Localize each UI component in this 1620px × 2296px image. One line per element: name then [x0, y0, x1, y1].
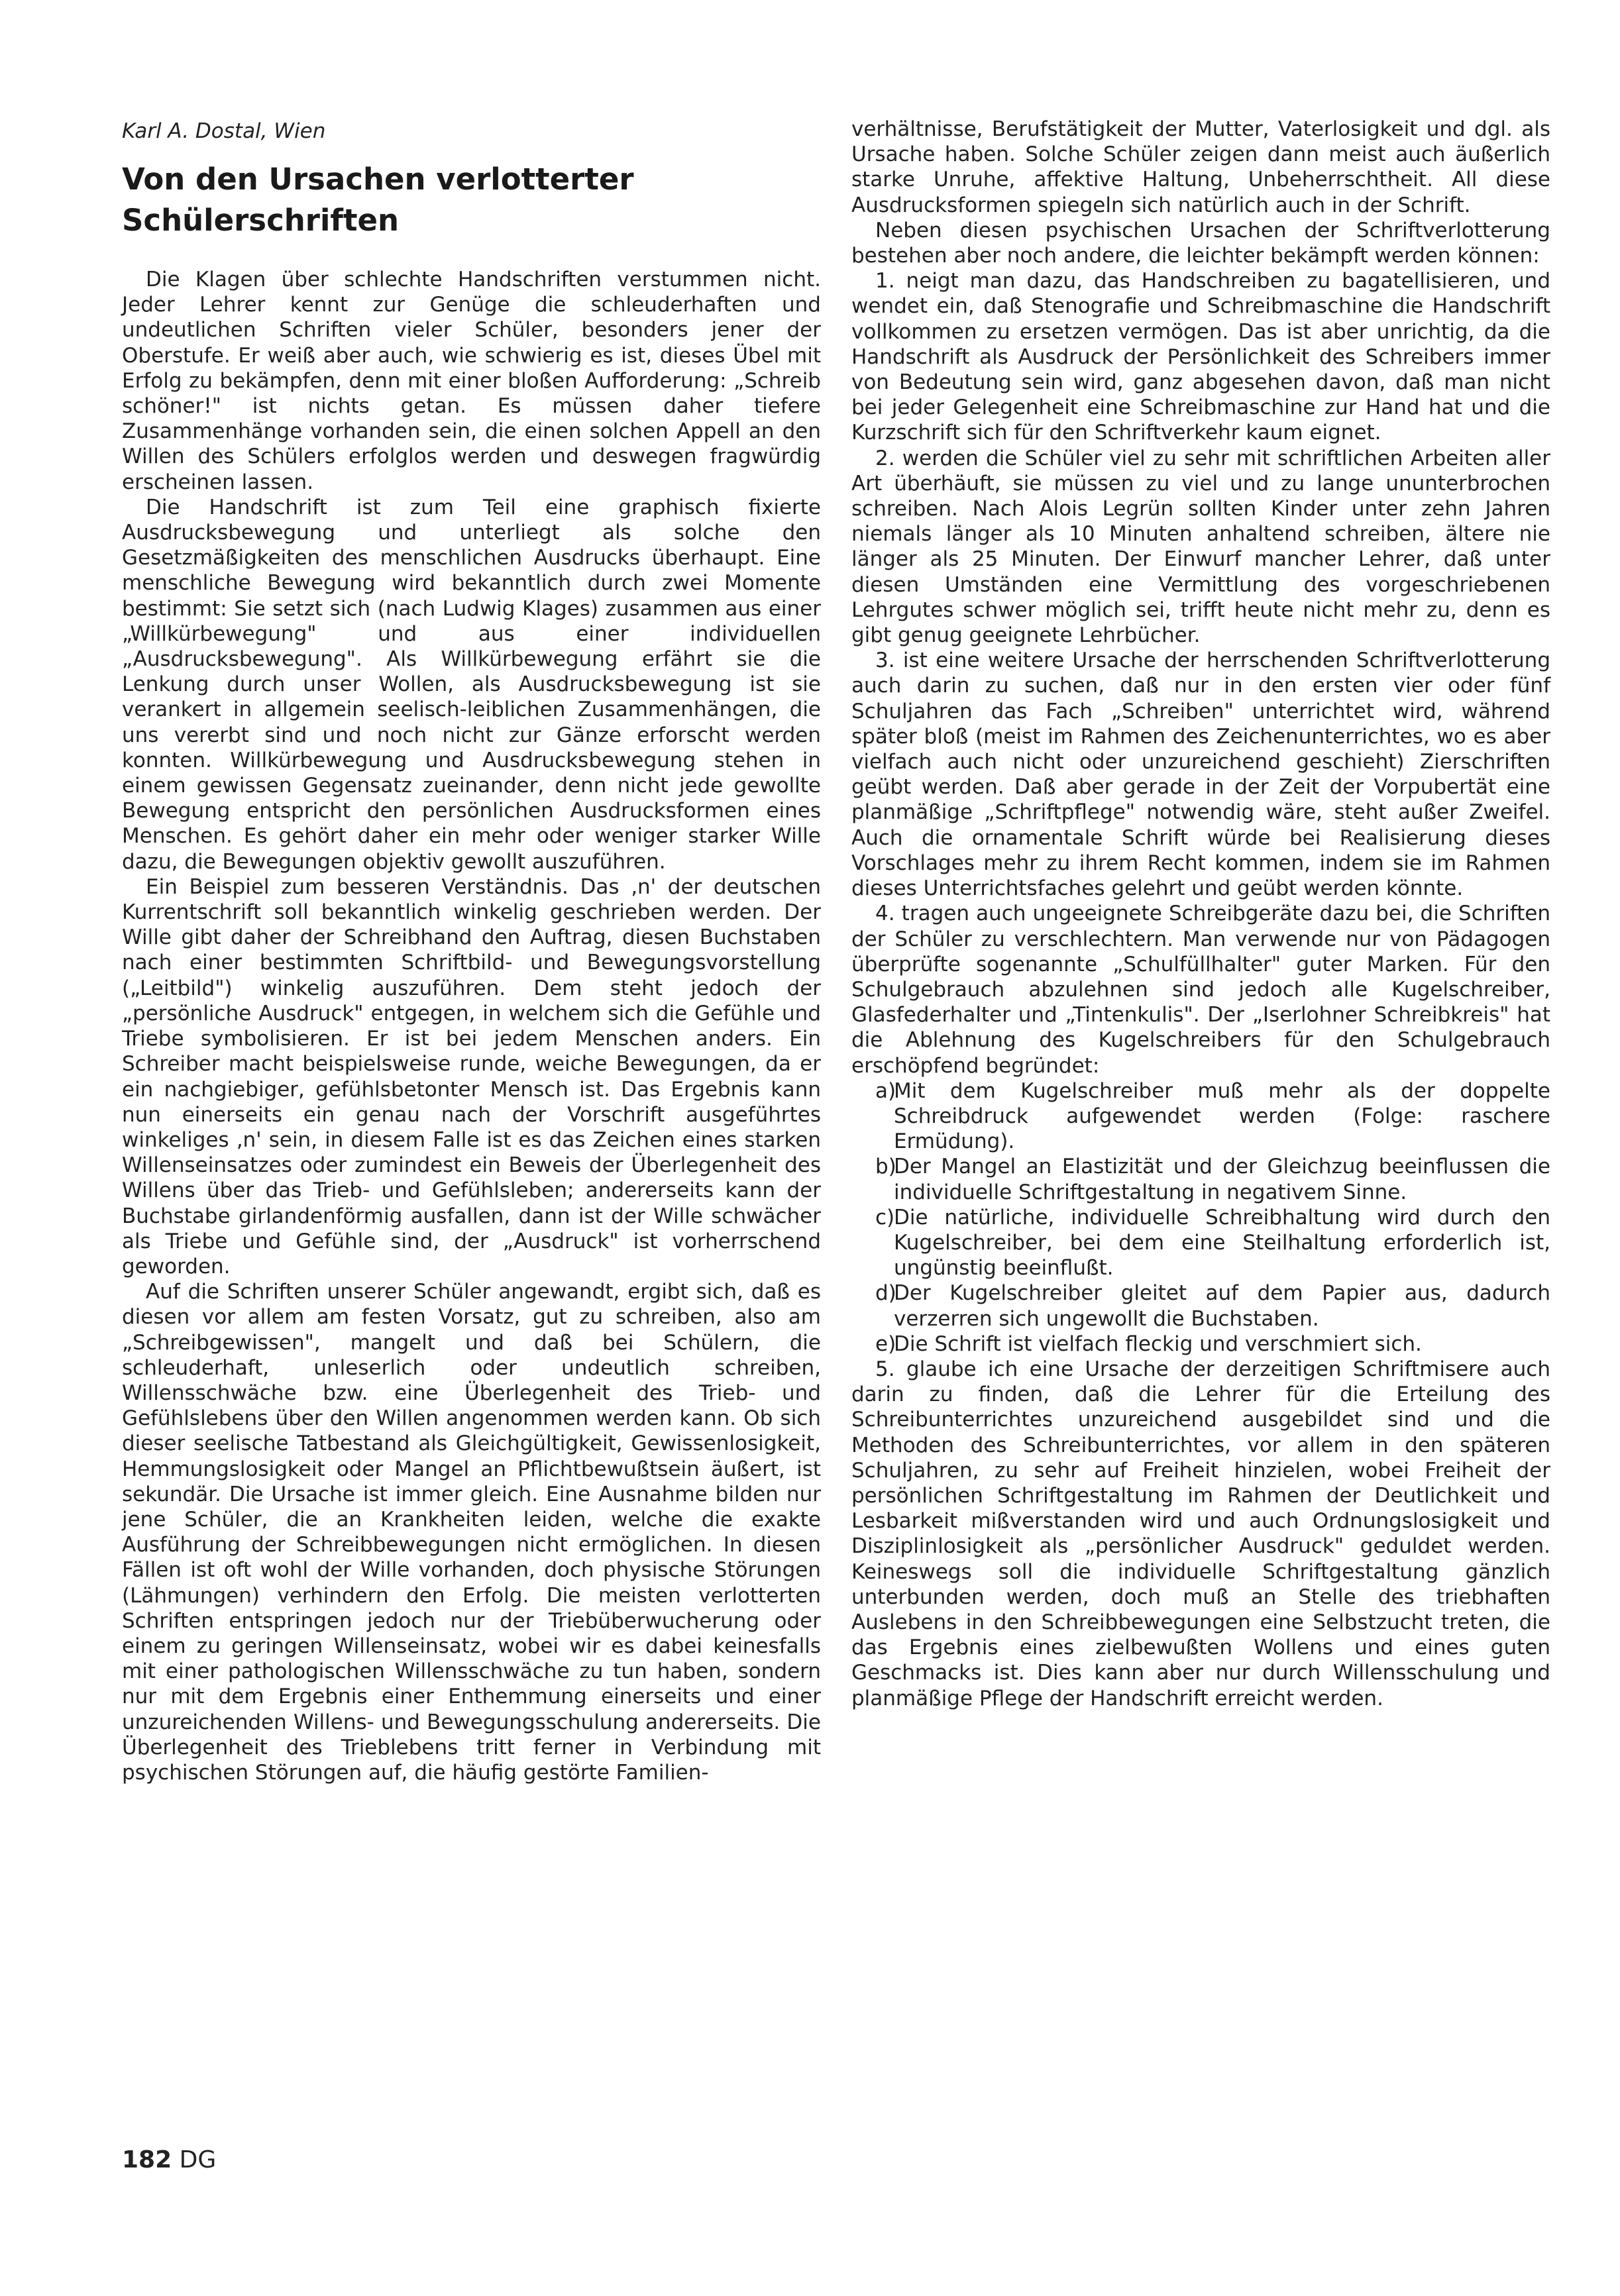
journal-abbreviation: DG	[179, 2146, 217, 2173]
list-text: Der Kugelschreiber gleitet auf dem Papier aus, dadurch verzerren sich ungewollt die Buchstaben.	[894, 1281, 1550, 1331]
article-title: Von den Ursachen verlotterter Schülerschriften	[122, 162, 634, 238]
list-marker: d)	[875, 1281, 896, 1306]
paragraph: Auf die Schriften unserer Schüler angewandt, ergibt sich, daß es diesen vor allem am festen Vorsatz, gut zu schreiben, also am „Schreibgewissen", mangelt und daß bei Schülern, die schleuderhaft, unleserlich oder undeutlich schreiben, Willensschwäche bzw. eine Überlegenheit des Trieb- und Gefühlslebens über den Willen angenommen werden kann. Ob sich dieser seelische Tatbestand als Gleichgültigkeit, Gewissenlosigkeit, Hemmungslosigkeit oder Mangel an Pflichtbewußtsein äußert, ist sekundär. Die Ursache ist immer gleich. Eine Ausnahme bilden nur jene Schüler, die an Krankheiten leiden, welche die exakte Ausführung der Schreibbewegungen nicht ermöglichen. In diesen Fällen ist oft wohl der Wille vorhanden, doch physische Störungen (Lähmungen) verhindern den Erfolg. Die meisten verlotterten Schriften entspringen jedoch nur der Triebüberwucherung oder einem zu geringen Willenseinsatz, wobei wir es dabei keinesfalls mit einer pathologischen Willensschwäche zu tun haben, sondern nur mit dem Ergebnis einer Enthemmung einerseits und einer unzureichenden Willens- und Bewegungsschulung andererseits. Die Überlegenheit des Trieblebens tritt ferner in Verbindung mit psychischen Störungen auf, die häufig gestörte Familien-	[122, 1280, 821, 1785]
author-line: Karl A. Dostal, Wien	[122, 119, 326, 143]
list-text: Mit dem Kugelschreiber muß mehr als der doppelte Schreibdruck aufgewendet werden (Folge: raschere Ermüdung).	[894, 1078, 1550, 1154]
paragraph: Die Klagen über schlechte Handschriften verstummen nicht. Jeder Lehrer kennt zur Genüge die schleuderhaften und undeutlichen Schriften vieler Schüler, besonders jener der Oberstufe. Er weiß aber auch, wie schwierig es ist, dieses Übel mit Erfolg zu bekämpfen, denn mit einer bloßen Aufforderung: „Schreib schöner!" ist nichts getan. Es müssen daher tiefere Zusammenhänge vorhanden sein, die einen solchen Appell an den Willen des Schülers erfolglos werden und deswegen fragwürdig erscheinen lassen.	[122, 268, 821, 494]
left-column	[122, 267, 821, 1785]
page-footer	[122, 2146, 216, 2173]
list-marker: a)	[875, 1078, 896, 1103]
page-number: 182	[122, 2146, 172, 2173]
numbered-point-5: 5. glaube ich eine Ursache der derzeitigen Schriftmisere auch darin zu finden, daß die Lehrer für die Erteilung des Schreibunterrichtes unzureichend ausgebildet sind und die Methoden des Schreibunterrichtes, vor allem in den späteren Schuljahren, zu sehr auf Freiheit hinzielen, wobei Freiheit der persönlichen Schriftgestaltung im Rahmen der Deutlichkeit und Lesbarkeit mißverstanden wird und auch Ordnungslosigkeit und Disziplinlosigkeit als „persönlicher Ausdruck" geduldet werden. Keineswegs soll die individuelle Schriftgestaltung gänzlich unterbunden werden, doch muß an Stelle des triebhaften Auslebens in den Schreibbewegungen eine Selbstzucht treten, die das Ergebnis eines zielbewußten Wollens und eines guten Geschmacks ist. Dies kann aber nur durch Willensschulung und planmäßige Pflege der Handschrift erreicht werden.	[851, 1357, 1550, 1710]
numbered-point-3: 3. ist eine weitere Ursache der herrschenden Schriftverlotterung auch darin zu suchen, daß nur in den ersten vier oder fünf Schuljahren das Fach „Schreiben" unterrichtet wird, während später bloß (meist im Rahmen des Zeichenunterrichtes, wo es aber vielfach auch nicht oder unzureichend geschieht) Zierschriften geübt werden. Daß aber gerade in der Zeit der Vorpubertät eine planmäßige „Schriftpflege" notwendig wäre, steht außer Zweifel. Auch die ornamentale Schrift würde bei Realisierung dieses Vorschlages mehr zu ihrem Recht kommen, indem sie im Rahmen dieses Unterrichtsfaches gelehrt und geübt werden könnte.	[851, 649, 1550, 901]
list-marker: e)	[875, 1331, 896, 1356]
paragraph: Ein Beispiel zum besseren Verständnis. Das ‚n' der deutschen Kurrentschrift soll bekanntlich winkelig geschrieben werden. Der Wille gibt daher der Schreibhand den Auftrag, diesen Buchstaben nach einer bestimmten Schriftbild- und Bewegungsvorstellung („Leitbild") winkelig auszuführen. Dem steht jedoch der „persönliche Ausdruck" entgegen, in welchem sich die Gefühle und Triebe symbolisieren. Er ist bei jedem Menschen anders. Ein Schreiber macht beispielsweise runde, weiche Bewegungen, da er ein nachgiebiger, gefühlsbetonter Mensch ist. Das Ergebnis kann nun einerseits ein genau nach der Vorschrift ausgeführtes winkeliges ‚n' sein, in diesem Falle ist es das Zeichen eines starken Willenseinsatzes oder zumindest ein Beweis der Überlegenheit des Willens über das Trieb- und Gefühlsleben; andererseits kann der Buchstabe girlandenförmig ausfallen, dann ist der Wille schwächer als Triebe und Gefühle sind, der „Ausdruck" ist vorherrschend geworden.	[122, 874, 821, 1278]
list-item-b	[851, 1154, 1550, 1204]
numbered-point-4: 4. tragen auch ungeeignete Schreibgeräte dazu bei, die Schriften der Schüler zu verschlechtern. Man verwende nur von Pädagogen überprüfte sogenannte „Schulfüllhalter" guter Marken. Für den Schulgebrauch abzulehnen sind jedoch alle Kugelschreiber, Glasfederhalter und „Tintenkulis". Der „Iserlohner Schreibkreis" hat die Ablehnung des Kugelschreibers für den Schulgebrauch erschöpfend begründet:	[851, 902, 1550, 1078]
right-column	[851, 117, 1550, 1711]
list-text: Die Schrift ist vielfach fleckig und verschmiert sich.	[894, 1331, 1422, 1356]
numbered-point-1: 1. neigt man dazu, das Handschreiben zu bagatellisieren, und wendet ein, daß Stenografie und Schreibmaschine die Handschrift vollkommen zu ersetzen vermögen. Das ist aber unrichtig, da die Handschrift als Ausdruck der Persönlichkeit des Schreibers immer von Bedeutung sein wird, ganz abgesehen davon, daß man nicht bei jeder Gelegenheit eine Schreibmaschine zur Hand hat und die Kurzschrift sich für den Schriftverkehr kaum eignet.	[851, 269, 1550, 445]
numbered-point-2: 2. werden die Schüler viel zu sehr mit schriftlichen Arbeiten aller Art überhäuft, sie müssen zu viel und zu lange ununterbrochen schreiben. Nach Alois Legrün sollten Kinder unter zehn Jahren niemals länger als 10 Minuten anhaltend schreiben, ältere nie länger als 25 Minuten. Der Einwurf mancher Lehrer, daß unter diesen Umständen eine Vermittlung des vorgeschriebenen Lehrgutes schwer möglich sei, trifft heute nicht mehr zu, denn es gibt genug geeignete Lehrbücher.	[851, 446, 1550, 648]
paragraph: Die Handschrift ist zum Teil eine graphisch fixierte Ausdrucksbewegung und unterliegt als solche den Gesetzmäßigkeiten des menschlichen Ausdrucks überhaupt. Eine menschliche Bewegung wird bekanntlich durch zwei Momente bestimmt: Sie setzt sich (nach Ludwig Klages) zusammen aus einer „Willkürbewegung" und aus einer individuellen „Ausdrucksbewegung". Als Willkürbewegung erfährt sie die Lenkung durch unser Wollen, als Ausdrucksbewegung ist sie verankert in allgemein seelisch-leiblichen Zusammenhängen, die uns vererbt sind und noch nicht zur Gänze erforscht werden konnten. Willkürbewegung und Ausdrucksbewegung stehen in einem gewissen Gegensatz zueinander, denn nicht jede gewollte Bewegung entspricht den persönlichen Ausdrucksformen eines Menschen. Es gehört daher ein mehr oder weniger starker Wille dazu, die Bewegungen objektiv gewollt auszuführen.	[122, 495, 821, 874]
list-item-a	[851, 1078, 1550, 1155]
list-text: Die natürliche, individuelle Schreibhaltung wird durch den Kugelschreiber, bei dem eine Steilhaltung erforderlich ist, ungünstig beeinflußt.	[894, 1205, 1550, 1280]
list-marker: b)	[875, 1155, 896, 1179]
list-item-c	[851, 1205, 1550, 1281]
list-marker: c)	[875, 1205, 895, 1229]
list-item-d	[851, 1280, 1550, 1331]
list-item-e	[851, 1331, 1550, 1357]
paragraph: Neben diesen psychischen Ursachen der Schriftverlotterung bestehen aber noch andere, die leichter bekämpft werden können:	[851, 218, 1550, 268]
list-text: Der Mangel an Elastizität und der Gleichzug beeinflussen die individuelle Schriftgestaltung in negativem Sinne.	[894, 1155, 1550, 1204]
paragraph-continuation: verhältnisse, Berufstätigkeit der Mutter, Vaterlosigkeit und dgl. als Ursache haben. Solche Schüler zeigen dann meist auch äußerlich starke Unruhe, affektive Haltung, Unbeherrschtheit. All diese Ausdrucksformen spiegeln sich natürlich auch in der Schrift.	[851, 117, 1550, 217]
